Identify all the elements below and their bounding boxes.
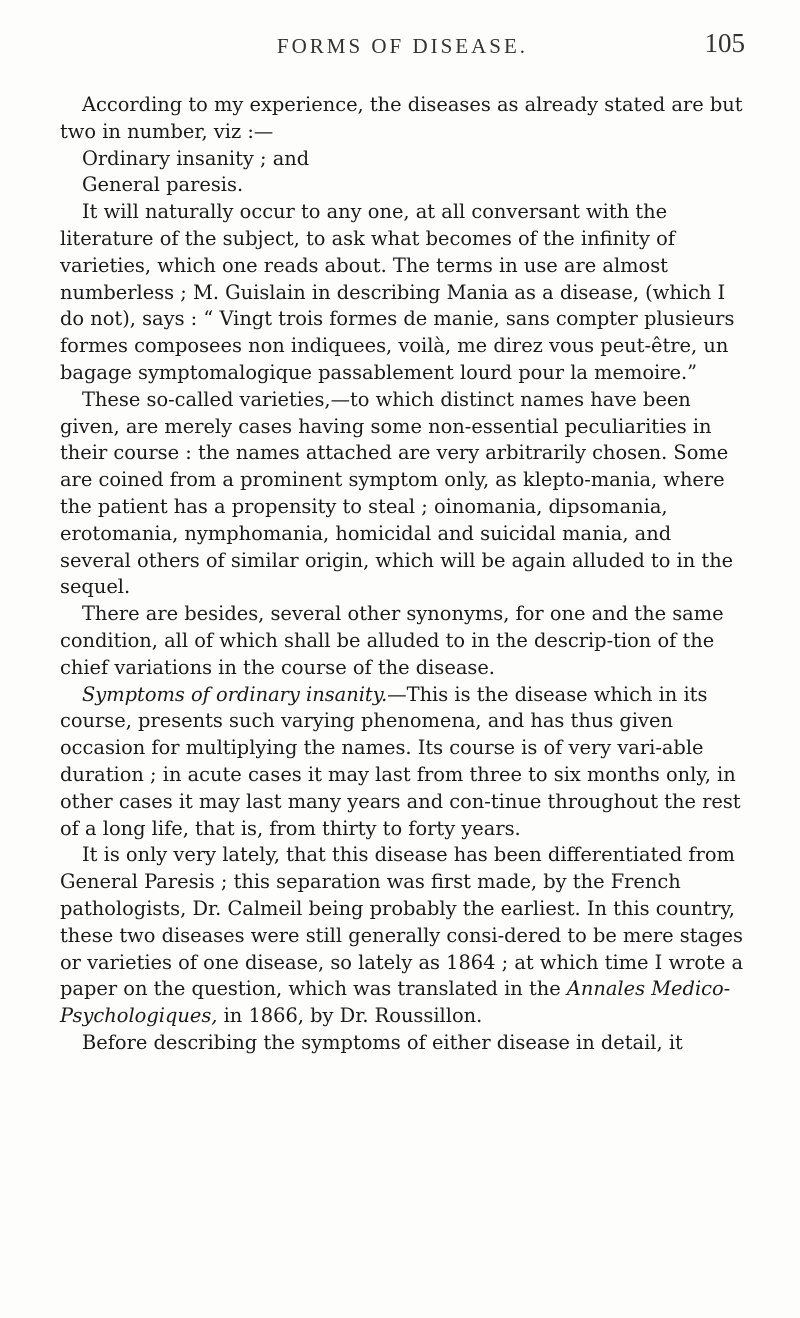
body-text [60, 92, 745, 1057]
paragraph-6-text-a: It is only very lately, that this disease has been differentiated from General Paresis ; this separation was first made, by the French pathologists, Dr. Calmeil being probably the earliest. In this country, these two diseases were still generally consi-dered to be mere stages or varieties of one disease, so lately as 1864 ; at which time I wrote a paper on the question, which was translated in the [60, 843, 744, 1001]
paragraph-3: These so-called varieties,—to which distinct names have been given, are merely cases having some non-essential peculiarities in their course : the names attached are very arbitrarily chosen. Some are coined from a prominent symptom only, as klepto-mania, where the patient has a propensity to steal ; oinomania, dipsomania, erotomania, nymphomania, homicidal and suicidal mania, and several others of similar origin, which will be again alluded to in the sequel. [60, 387, 734, 599]
running-title: FORMS OF DISEASE. [276, 34, 529, 58]
list-item-general-paresis: General paresis. [82, 173, 244, 197]
paragraph-7: Before describing the symptoms of either disease in detail, it [82, 1030, 683, 1054]
journal-title: Annales Medico-Psychologiques, [60, 977, 731, 1028]
paragraph-4: There are besides, several other synonyms, for one and the same condition, all of which shall be alluded to in the descrip-tion of the chief variations in the course of the disease. [60, 602, 724, 679]
paragraph-1: According to my experience, the diseases as already stated are but two in number, viz :— [60, 93, 743, 143]
paragraph-5-text: —This is the disease which in its course, presents such varying phenomena, and has thus given occasion for multiplying the names. Its course is of very vari-able duration ; in acute cases it may last from three to six months only, in other cases it may last many years and con-tinue throughout the rest of a long life, that is, from thirty to forty years. [60, 682, 741, 840]
section-heading-symptoms: Symptoms of ordinary insanity. [82, 682, 388, 706]
paragraph-5 [60, 682, 745, 843]
paragraph-6-text-b: in 1866, by Dr. Roussillon. [217, 1004, 483, 1028]
page-number: 105 [704, 28, 745, 58]
list-item-ordinary-insanity: Ordinary insanity ; and [82, 146, 310, 170]
paragraph-6 [60, 842, 745, 1030]
page-header [60, 0, 745, 92]
paragraph-2: It will naturally occur to any one, at all conversant with the literature of the subject, to ask what becomes of the infinity of varieties, which one reads about. The terms in use are almost numberless ; M. Guislain in describing Mania as a disease, (which I do not), says : “ Vingt trois formes de manie, sans compter plusieurs formes composees non indiquees, voilà, me direz vous peut-être, un bagage symptomalogique passablement lourd pour la memoire.” [60, 200, 735, 384]
